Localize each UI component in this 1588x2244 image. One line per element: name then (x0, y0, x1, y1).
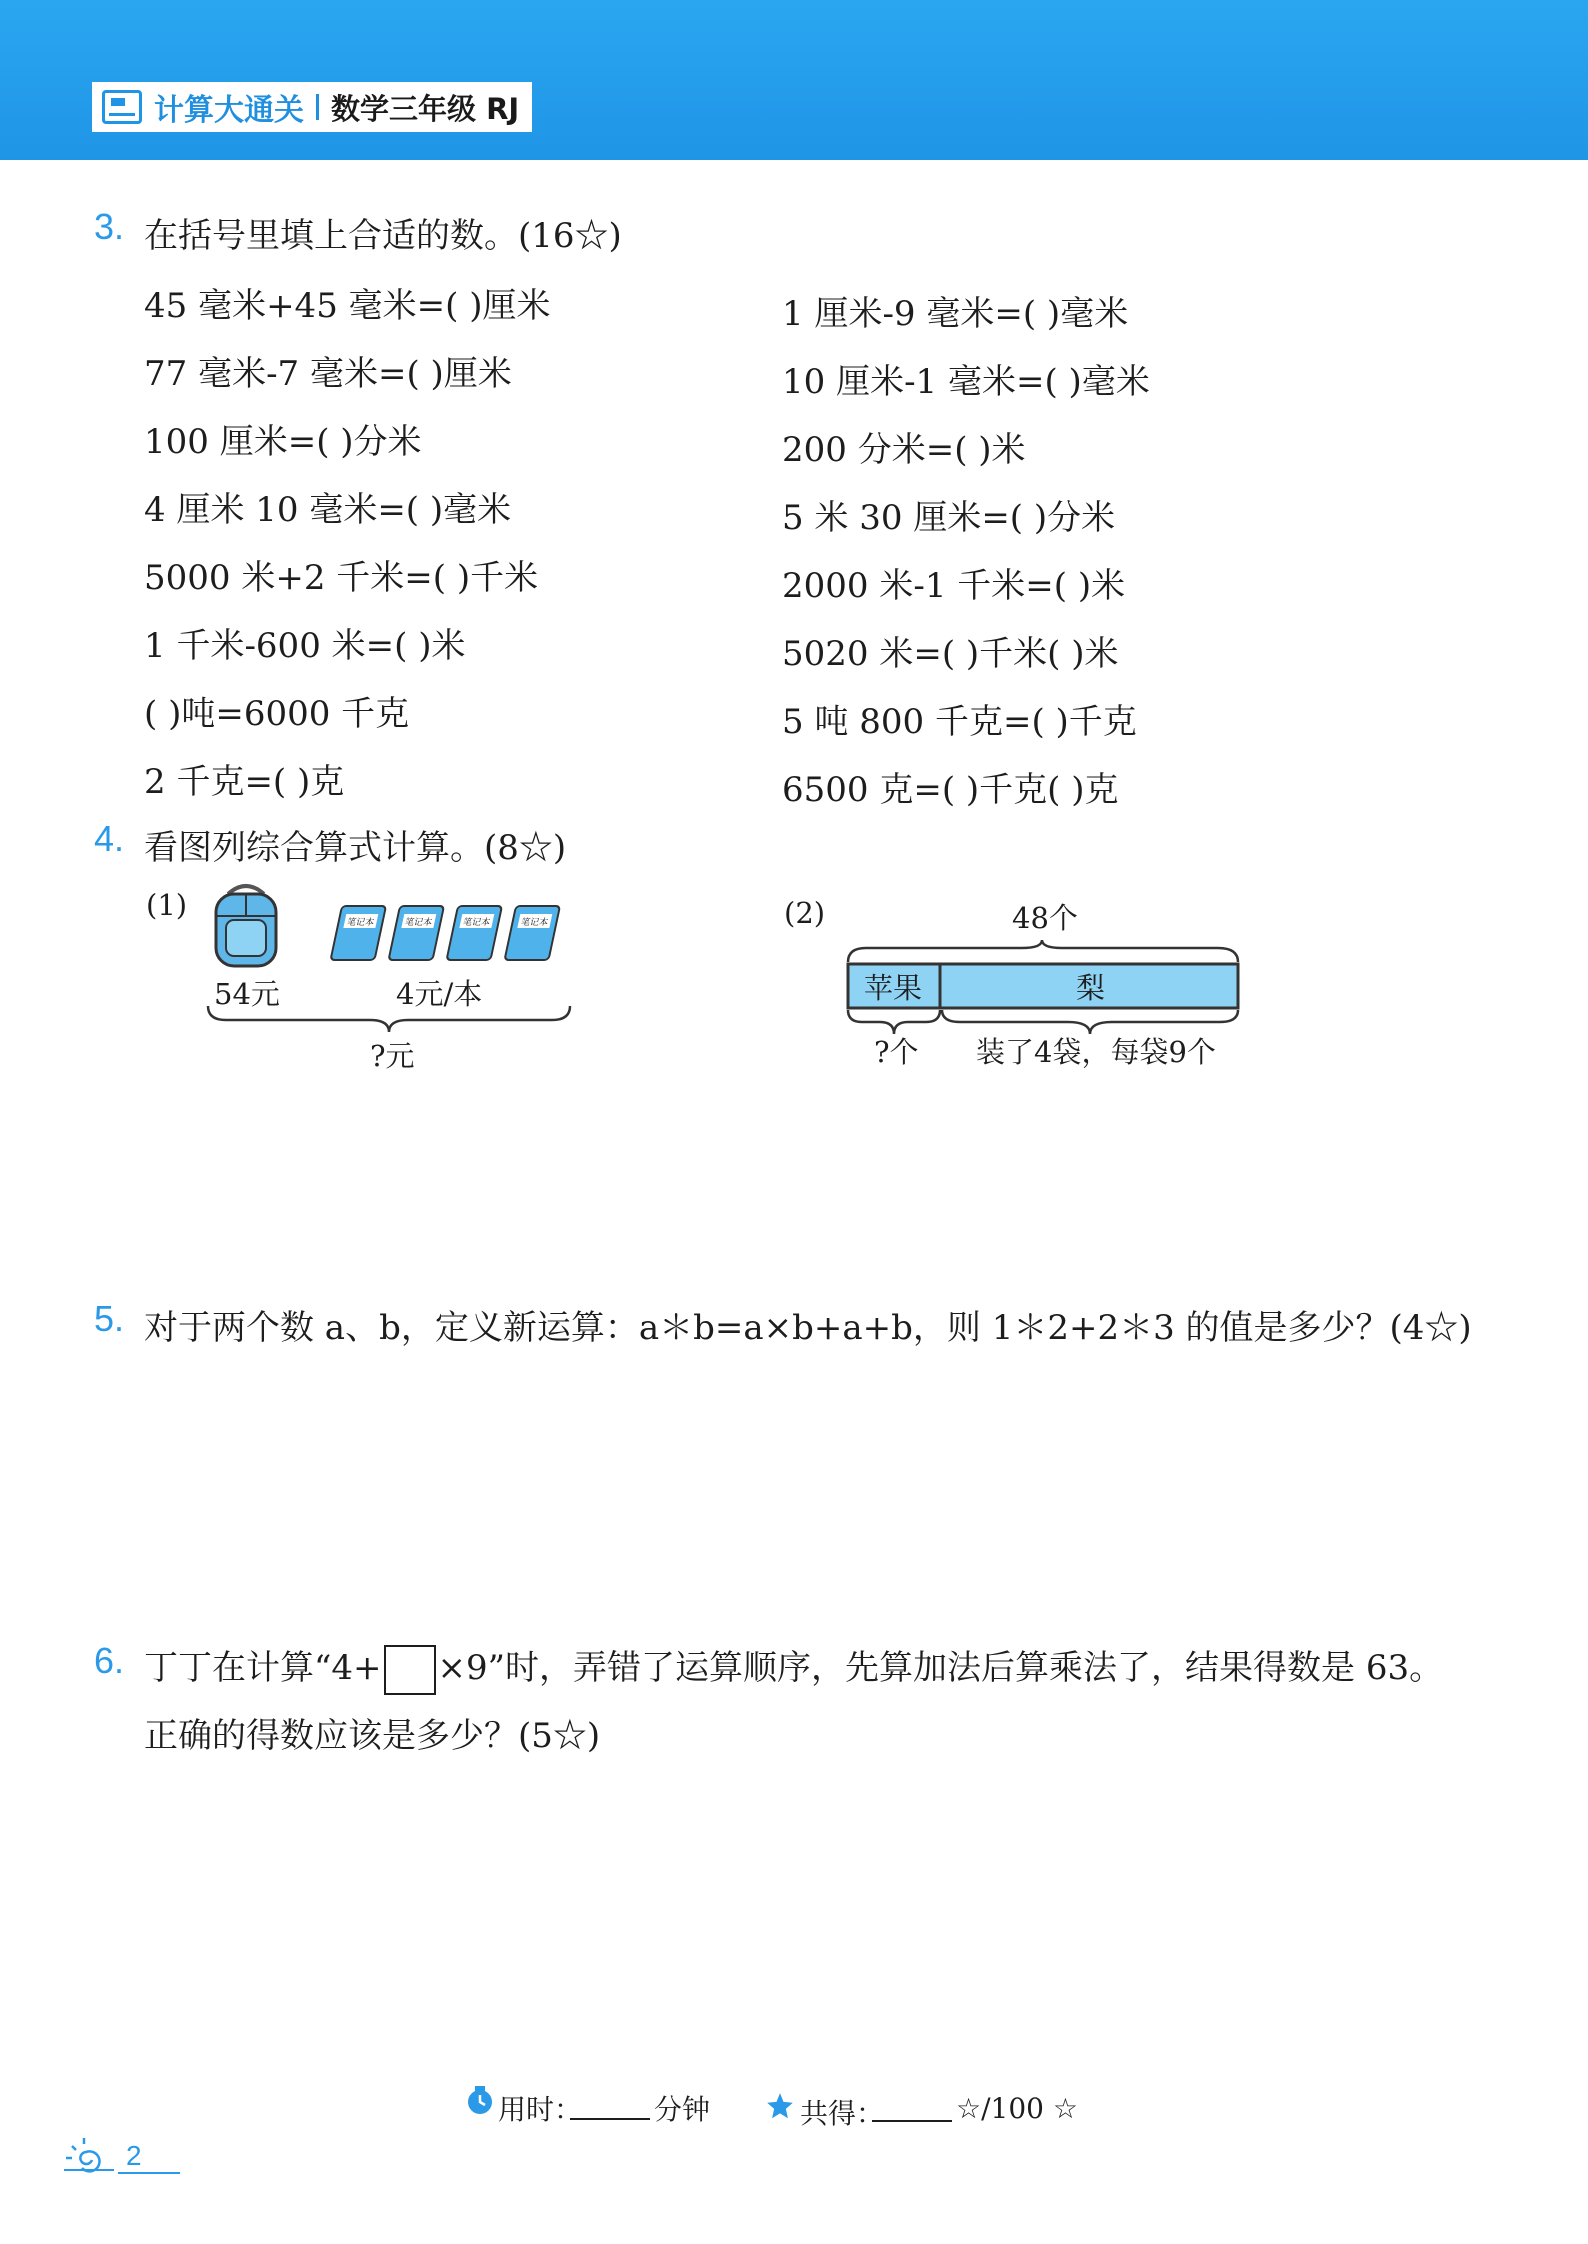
book-icon (102, 90, 142, 124)
star-icon (766, 2092, 794, 2120)
pear-description: 装了4袋，每袋9个 (976, 1035, 1216, 1069)
q3-left-item: ( )吨=6000 千克 (144, 694, 410, 734)
top-brace (846, 940, 1240, 964)
q3-right-item: 2000 米-1 千米=( )米 (782, 566, 1126, 606)
q3-left-item: 100 厘米=( )分米 (144, 422, 422, 462)
total-brace (206, 1004, 572, 1034)
score-blank[interactable] (872, 2120, 952, 2122)
q4-number: 4. (94, 818, 125, 859)
q3-right-item: 6500 克=( )千克( )克 (782, 770, 1119, 810)
pear-segment-label: 梨 (1076, 971, 1106, 1005)
notebook-icon (447, 906, 502, 960)
q6-line1 (144, 1640, 1443, 1695)
q6-line1-start: 丁丁在计算“4+ (144, 1648, 382, 1688)
q3-title: 在括号里填上合适的数。(16☆) (144, 216, 622, 256)
figure1-label: (1) (146, 888, 188, 922)
notebook-cover-text: 笔记本 (461, 918, 491, 928)
backpack-price: 54元 (214, 977, 280, 1011)
notebook-price: 4元/本 (396, 977, 483, 1011)
time-label: 用时： (498, 2093, 583, 2126)
subject-title: 数学三年级 RJ (331, 91, 520, 126)
q6-line1-end: ×9”时，弄错了运算顺序，先算加法后算乘法了，结果得数是 63。 (437, 1648, 1444, 1688)
q3-left-item: 45 毫米+45 毫米=( )厘米 (144, 286, 551, 326)
time-unit: 分钟 (654, 2093, 711, 2126)
sun-swirl-icon (62, 2136, 116, 2174)
notebook-cover-text: 笔记本 (403, 918, 433, 928)
figure2-label: (2) (784, 896, 826, 930)
notebook-icon (389, 906, 444, 960)
notebook-cover-text: 笔记本 (519, 918, 549, 928)
clock-icon (466, 2086, 494, 2116)
score-unit: ☆/100 ☆ (956, 2092, 1078, 2125)
q5-title: 对于两个数 a、b，定义新运算：a＊b=a×b+a+b，则 1＊2+2＊3 的值是多少？(4☆) (144, 1308, 1472, 1348)
brand-title: 计算大通关 (154, 93, 304, 128)
page-number: 2 (126, 2140, 142, 2171)
answer-box[interactable] (384, 1645, 436, 1695)
q6-number: 6. (94, 1640, 125, 1681)
q3-number: 3. (94, 206, 125, 247)
q4-title: 看图列综合算式计算。(8☆) (144, 828, 567, 868)
score-label: 共得： (800, 2097, 885, 2130)
q3-left-item: 4 厘米 10 毫米=( )毫米 (144, 490, 512, 530)
q3-left-item: 1 千米-600 米=( )米 (144, 626, 466, 666)
notebook-icon (505, 906, 560, 960)
q3-right-item: 5020 米=( )千米( )米 (782, 634, 1119, 674)
q3-left-item: 77 毫米-7 毫米=( )厘米 (144, 354, 512, 394)
q5-number: 5. (94, 1298, 125, 1339)
time-blank[interactable] (570, 2118, 650, 2120)
total-price: ?元 (370, 1039, 415, 1073)
total-count: 48个 (1012, 901, 1078, 935)
header-divider (316, 94, 319, 120)
apple-count: ?个 (874, 1035, 919, 1069)
header-band (0, 0, 1588, 160)
q3-right-item: 10 厘米-1 毫米=( )毫米 (782, 362, 1150, 402)
q3-right-item: 200 分米=( )米 (782, 430, 1026, 470)
q3-left-item: 5000 米+2 千米=( )千米 (144, 558, 539, 598)
q3-left-item: 2 千克=( )克 (144, 762, 345, 802)
backpack-icon (206, 880, 286, 972)
notebook-icon (331, 906, 386, 960)
apple-segment-label: 苹果 (864, 971, 923, 1005)
header-tab (92, 82, 532, 132)
notebooks-illustration (328, 900, 568, 968)
q3-right-item: 1 厘米-9 毫米=( )毫米 (782, 294, 1129, 334)
page-number-underline (118, 2172, 180, 2174)
notebook-cover-text: 笔记本 (345, 918, 375, 928)
q6-line2: 正确的得数应该是多少？(5☆) (144, 1716, 601, 1756)
q3-right-item: 5 米 30 厘米=( )分米 (782, 498, 1116, 538)
q3-right-item: 5 吨 800 千克=( )千克 (782, 702, 1137, 742)
